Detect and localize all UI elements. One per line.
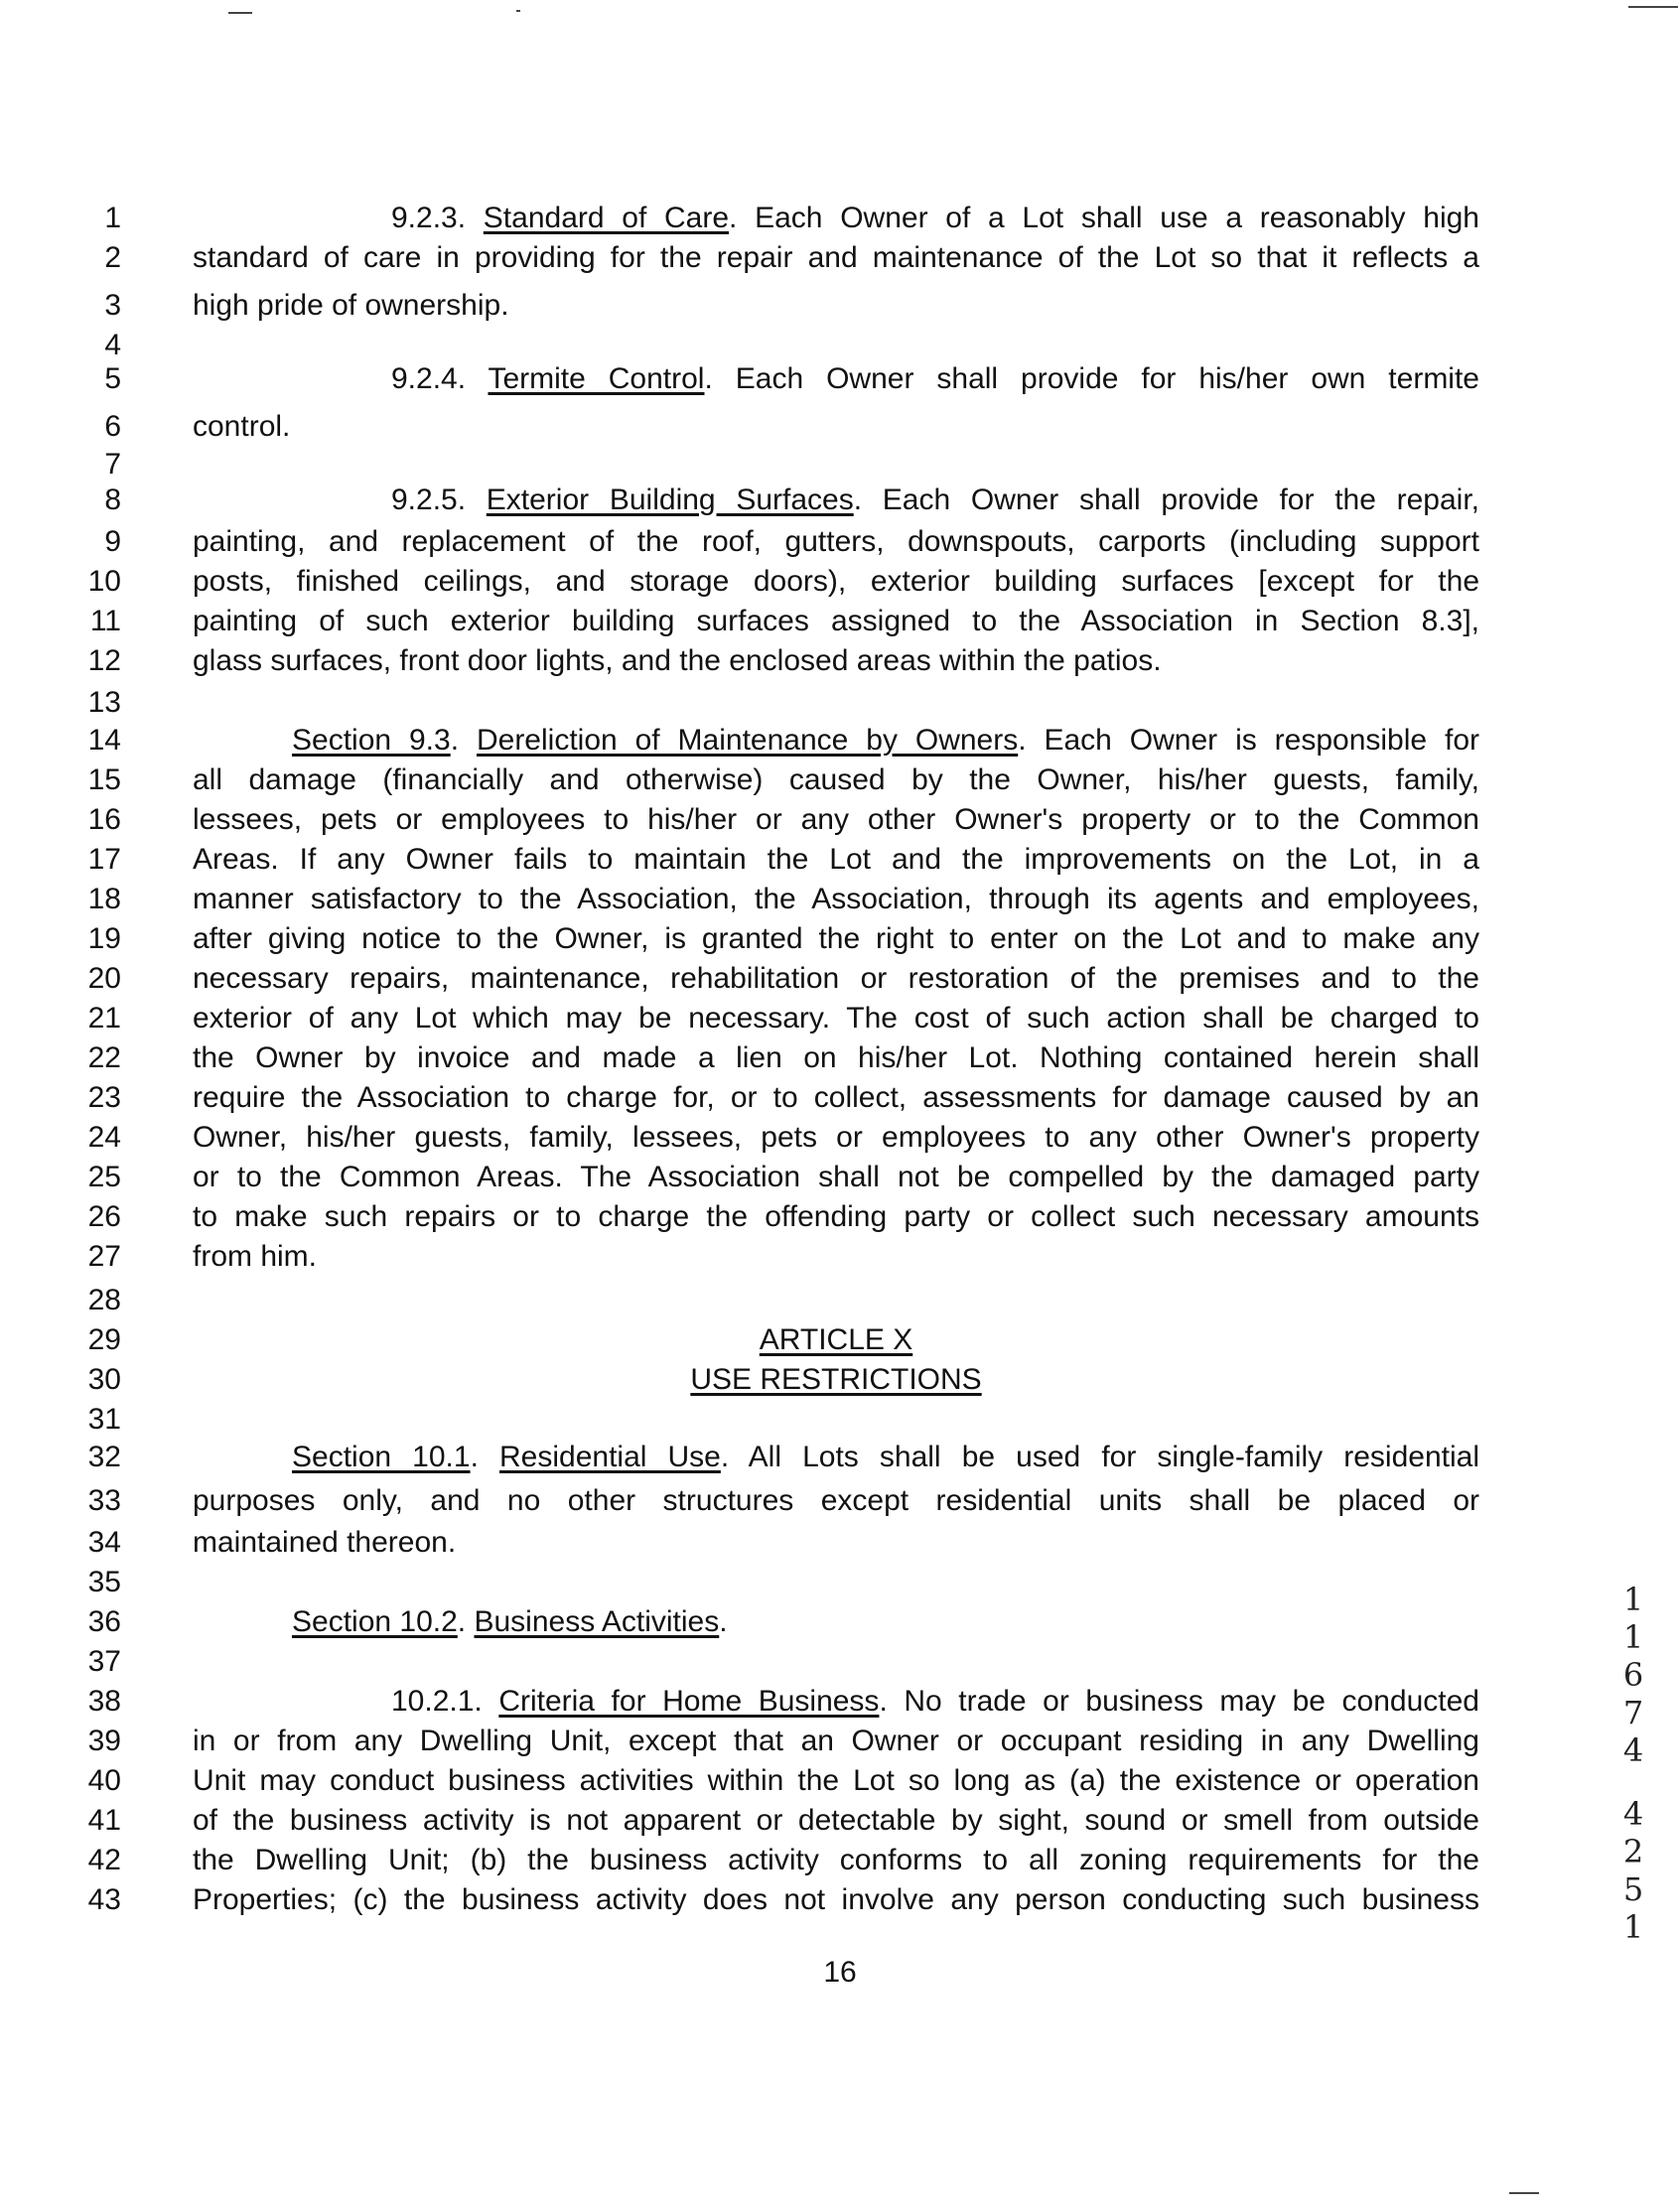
line-number: 16 (87, 803, 121, 836)
s93-line: require the Association to charge for, or to collect, assessments for damage caused by an (193, 1081, 1479, 1114)
line-number: 20 (87, 962, 121, 995)
s925-line-1: 9.2.5. Exterior Building Surfaces. Each Owner shall provide for the repair, (391, 483, 1479, 516)
s93-line: Areas. If any Owner fails to maintain the Lot and the improvements on the Lot, in a (193, 843, 1479, 876)
stamp-digit: 4 (1622, 1731, 1644, 1769)
line-number: 22 (87, 1041, 121, 1074)
heading-business-activities: Business Activities (474, 1605, 720, 1638)
line-number: 8 (104, 483, 121, 516)
line-number: 24 (87, 1121, 121, 1154)
s1021-line: Properties; (c) the business activity does not involve any person conducting such business (193, 1883, 1479, 1916)
stamp-digit: 1 (1622, 1581, 1644, 1618)
s93-line: all damage (financially and otherwise) caused by the Owner, his/her guests, family, (193, 763, 1479, 796)
s93-line: lessees, pets or employees to his/her or any other Owner's property or to the Common (193, 803, 1479, 836)
line-number: 19 (87, 922, 121, 955)
scan-mark (1628, 6, 1678, 8)
stamp-digit: 2 (1622, 1833, 1644, 1870)
scan-mark (516, 10, 520, 12)
s101-line-2: purposes only, and no other structures except residential units shall be placed or (193, 1484, 1479, 1517)
s102-line-1: Section 10.2. Business Activities. (292, 1605, 728, 1638)
line-number: 35 (87, 1566, 121, 1598)
line-number: 38 (87, 1685, 121, 1718)
article-number: ARTICLE X (759, 1323, 913, 1356)
line-number: 41 (87, 1804, 121, 1837)
line-number: 32 (87, 1441, 121, 1473)
heading-criteria-home-business: Criteria for Home Business (498, 1685, 880, 1718)
heading-termite-control: Termite Control (488, 362, 705, 395)
s93-line: necessary repairs, maintenance, rehabilitation or restoration of the premises and to the (193, 962, 1479, 995)
s923-line-1: 9.2.3. Standard of Care. Each Owner of a Lot shall use a reasonably high (391, 202, 1479, 234)
line-number: 10 (87, 565, 121, 598)
s923-line-2: standard of care in providing for the repair and maintenance of the Lot so that it reflects a (193, 241, 1479, 274)
s93-line: to make such repairs or to charge the offending party or collect such necessary amounts (193, 1200, 1479, 1233)
line-number: 39 (87, 1725, 121, 1757)
s924-line-2: control. (193, 410, 291, 443)
s101-line-1: Section 10.1. Residential Use. All Lots shall be used for single-family residential (292, 1441, 1479, 1473)
stamp-digit: 1 (1622, 1908, 1644, 1946)
line-number: 33 (87, 1484, 121, 1517)
line-number: 17 (87, 843, 121, 876)
s924-line-1: 9.2.4. Termite Control. Each Owner shall provide for his/her own termite (391, 362, 1479, 395)
heading-dereliction: Dereliction of Maintenance by Owners (476, 724, 1019, 757)
line-number: 42 (87, 1844, 121, 1876)
line-number: 11 (89, 605, 121, 637)
line-number: 6 (104, 410, 121, 443)
s93-line: Owner, his/her guests, family, lessees, pets or employees to any other Owner's property (193, 1121, 1479, 1154)
line-number: 7 (104, 448, 121, 481)
s93-line: from him. (193, 1240, 318, 1273)
s1021-line: the Dwelling Unit; (b) the business activity conforms to all zoning requirements for the (193, 1844, 1479, 1876)
s1021-line: in or from any Dwelling Unit, except that an Owner or occupant residing in any Dwelling (193, 1725, 1479, 1757)
line-number: 43 (87, 1883, 121, 1916)
stamp-digit: 1 (1622, 1618, 1644, 1656)
line-number: 15 (87, 763, 121, 796)
stamp-digit: 4 (1622, 1795, 1644, 1833)
line-number: 12 (87, 644, 121, 677)
s925-line-3: posts, finished ceilings, and storage doors), exterior building surfaces [except for the (193, 565, 1479, 598)
stamp-digit: 6 (1622, 1656, 1644, 1694)
line-number: 21 (87, 1002, 121, 1035)
s925-line-2: painting, and replacement of the roof, gutters, downspouts, carports (including support (193, 525, 1479, 558)
s925-line-5: glass surfaces, front door lights, and the enclosed areas within the patios. (193, 644, 1162, 677)
s93-line: manner satisfactory to the Association, the Association, through its agents and employees, (193, 883, 1479, 915)
line-number: 3 (104, 289, 121, 322)
s923-line-3: high pride of ownership. (193, 289, 509, 322)
line-number: 26 (87, 1200, 121, 1233)
article-title: USE RESTRICTIONS (690, 1363, 982, 1396)
line-number: 9 (104, 525, 121, 558)
line-number: 37 (87, 1645, 121, 1678)
line-number: 28 (87, 1284, 121, 1316)
line-number: 29 (87, 1323, 121, 1356)
s93-line: exterior of any Lot which may be necessary. The cost of such action shall be charged to (193, 1002, 1479, 1035)
line-number: 40 (87, 1764, 121, 1797)
s1021-line: Unit may conduct business activities within the Lot so long as (a) the existence or operation (193, 1764, 1479, 1797)
line-number: 14 (87, 724, 121, 757)
s1021-line: of the business activity is not apparent or detectable by sight, sound or smell from outside (193, 1804, 1479, 1837)
line-number: 36 (87, 1605, 121, 1638)
line-number: 18 (87, 883, 121, 915)
line-number: 5 (104, 362, 121, 395)
line-number: 4 (104, 329, 121, 361)
s1021-line-1: 10.2.1. Criteria for Home Business. No trade or business may be conducted (391, 1685, 1479, 1718)
line-number: 25 (87, 1161, 121, 1193)
s93-line: the Owner by invoice and made a lien on his/her Lot. Nothing contained herein shall (193, 1041, 1479, 1074)
line-number: 30 (87, 1363, 121, 1396)
line-number: 23 (87, 1081, 121, 1114)
heading-exterior-building-surfaces: Exterior Building Surfaces (486, 483, 854, 516)
s101-line-3: maintained thereon. (193, 1526, 457, 1559)
heading-standard-of-care: Standard of Care (483, 202, 730, 234)
stamp-digit: 7 (1622, 1694, 1644, 1731)
line-number: 27 (87, 1240, 121, 1273)
line-number: 31 (87, 1403, 121, 1436)
line-number: 1 (104, 202, 121, 234)
line-number: 34 (87, 1526, 121, 1559)
heading-residential-use: Residential Use (499, 1441, 721, 1473)
s925-line-4: painting of such exterior building surfaces assigned to the Association in Section 8.3], (193, 605, 1479, 637)
s93-line: after giving notice to the Owner, is granted the right to enter on the Lot and to make any (193, 922, 1479, 955)
s93-line: or to the Common Areas. The Association shall not be compelled by the damaged party (193, 1161, 1479, 1193)
scan-mark (228, 12, 252, 14)
line-number: 2 (104, 241, 121, 274)
s93-line-1: Section 9.3. Dereliction of Maintenance by Owners. Each Owner is responsible for (292, 724, 1480, 757)
stamp-digit: 5 (1622, 1870, 1644, 1908)
page-number: 16 (823, 1956, 857, 1989)
scan-mark (1509, 2192, 1539, 2194)
line-number: 13 (87, 686, 121, 719)
